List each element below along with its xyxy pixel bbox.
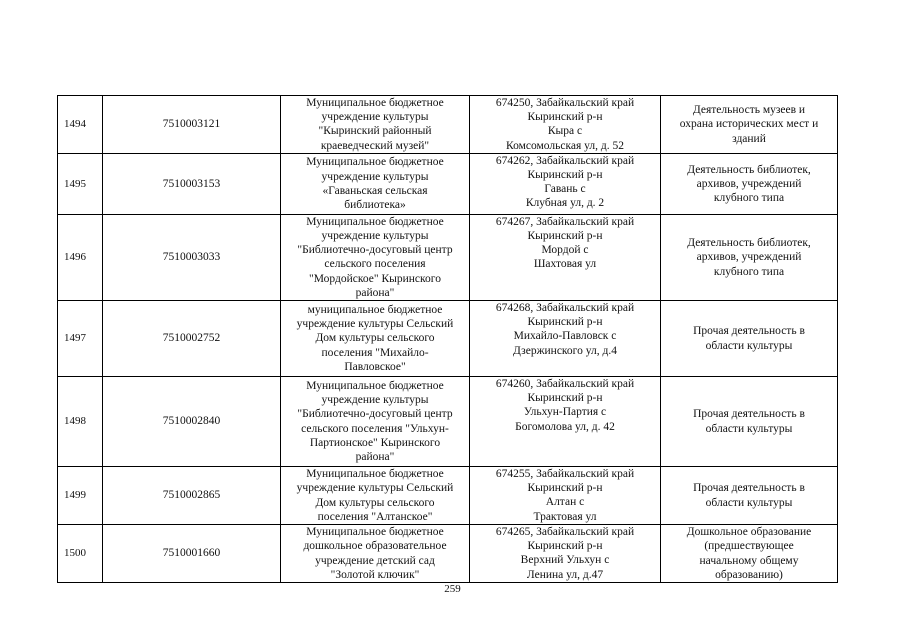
organization-name-cell-line: "Кыринский районный: [318, 125, 432, 138]
activity-cell: [661, 525, 838, 583]
organization-name-cell-line: учреждение культуры Сельский: [296, 318, 454, 331]
activity-cell: [661, 377, 838, 467]
organization-name-cell-line: "Золотой ключик": [330, 568, 420, 581]
address-cell-line: Кыринский р-н: [527, 392, 603, 405]
table-body: [58, 96, 838, 583]
organization-name-cell-line: "Библиотечно-досуговый центр: [297, 244, 453, 257]
organization-name-cell-line: учреждение культуры: [321, 111, 429, 124]
address-cell-line: Кыринский р-н: [527, 169, 603, 182]
row-number-cell: 1500: [58, 525, 103, 583]
table-row: [58, 525, 838, 583]
organization-name-cell: [281, 377, 470, 467]
organization-name-cell-line: дошкольное образовательное: [303, 540, 447, 553]
activity-cell: [661, 214, 838, 300]
address-cell-line: Ленина ул, д.47: [526, 568, 604, 581]
organization-name-cell-line: Муниципальное бюджетное: [306, 156, 444, 169]
organization-name-cell-line: учреждение детский сад: [315, 554, 435, 567]
activity-cell-line: охрана исторических мест и: [679, 118, 819, 131]
activity-cell-line: Прочая деятельность в: [693, 482, 805, 495]
activity-cell-line: Прочая деятельность в: [693, 325, 805, 338]
inn-cell: 7510002865: [103, 467, 281, 525]
organization-name-cell-line: поселения "Алтанское": [317, 510, 433, 523]
row-number-cell: 1497: [58, 301, 103, 377]
organization-name-cell-line: Муниципальное бюджетное: [306, 215, 444, 228]
activity-cell-line: (предшествующее: [704, 540, 794, 553]
activity-cell-line: Прочая деятельность в: [693, 408, 805, 421]
organization-name-cell: [281, 153, 470, 214]
address-cell-line: Михайло-Павловск с: [513, 330, 617, 343]
activity-cell-line: Деятельность музеев и: [692, 104, 806, 117]
table-row: [58, 214, 838, 300]
organization-name-cell-line: Муниципальное бюджетное: [306, 379, 444, 392]
activity-cell: [661, 301, 838, 377]
inn-cell: 7510003033: [103, 214, 281, 300]
activity-cell: [661, 153, 838, 214]
activity-cell-line: клубного типа: [713, 191, 785, 204]
organization-name-cell-line: учреждение культуры Сельский: [296, 482, 454, 495]
address-cell: [470, 153, 661, 214]
activity-cell-line: архивов, учреждений: [696, 251, 802, 264]
organization-name-cell-line: сельского поселения: [324, 258, 426, 271]
activity-cell-line: Дошкольное образование: [686, 526, 812, 539]
address-cell: [470, 96, 661, 154]
activity-cell-line: области культуры: [705, 339, 793, 352]
organization-name-cell-line: района": [355, 286, 395, 299]
organization-name-cell-line: «Гаваньская сельская: [322, 184, 428, 197]
address-cell-line: 674265, Забайкальский край: [495, 526, 635, 539]
address-cell: [470, 214, 661, 300]
address-cell-line: 674250, Забайкальский край: [495, 97, 635, 109]
organization-name-cell-line: муниципальное бюджетное: [307, 304, 443, 317]
address-cell-line: 674268, Забайкальский край: [495, 302, 635, 315]
inn-cell: 7510002752: [103, 301, 281, 377]
inn-cell: 7510003121: [103, 96, 281, 154]
address-cell-line: Алтан с: [545, 496, 585, 509]
organization-name-cell: [281, 301, 470, 377]
address-cell-line: Комсомольская ул, д. 52: [505, 139, 625, 152]
activity-cell: [661, 467, 838, 525]
activity-cell-line: начальному общему: [699, 554, 799, 567]
inn-cell: 7510002840: [103, 377, 281, 467]
organization-name-cell-line: поселения "Михайло-: [321, 346, 429, 359]
activity-cell-line: архивов, учреждений: [696, 177, 802, 190]
address-cell-line: Кыринский р-н: [527, 540, 603, 553]
organization-name-cell-line: сельского поселения "Ульхун-: [301, 422, 449, 435]
organization-name-cell-line: Муниципальное бюджетное: [306, 526, 444, 539]
activity-cell: [661, 96, 838, 154]
address-cell-line: 674267, Забайкальский край: [495, 215, 635, 228]
organization-name-cell-line: краеведческий музей": [320, 139, 430, 152]
table-row: [58, 96, 838, 154]
table-row: [58, 467, 838, 525]
registry-table: [57, 95, 838, 583]
organization-name-cell-line: Муниципальное бюджетное: [306, 97, 444, 109]
address-cell-line: Шахтовая ул: [533, 258, 597, 271]
organization-name-cell-line: Дом культуры сельского: [315, 496, 435, 509]
address-cell-line: Гавань с: [544, 183, 586, 196]
organization-name-cell-line: Дом культуры сельского: [315, 332, 435, 345]
activity-cell-line: области культуры: [705, 422, 793, 435]
address-cell: [470, 525, 661, 583]
table-row: [58, 301, 838, 377]
organization-name-cell-line: учреждение культуры: [321, 394, 429, 407]
address-cell-line: Верхний Ульхун с: [520, 554, 610, 567]
organization-name-cell-line: Партионское" Кыринского: [309, 436, 441, 449]
organization-name-cell-line: Павловское": [344, 360, 406, 373]
activity-cell-line: области культуры: [705, 496, 793, 509]
row-number-cell: 1494: [58, 96, 103, 154]
organization-name-cell: [281, 525, 470, 583]
activity-cell-line: Деятельность библиотек,: [687, 163, 811, 176]
row-number-cell: 1499: [58, 467, 103, 525]
address-cell-line: Кыра с: [547, 125, 583, 138]
organization-name-cell: [281, 214, 470, 300]
row-number-cell: 1498: [58, 377, 103, 467]
address-cell-line: Кыринский р-н: [527, 111, 603, 124]
address-cell-line: Кыринский р-н: [527, 482, 603, 495]
organization-name-cell: [281, 467, 470, 525]
address-cell-line: Мордой с: [541, 244, 589, 257]
address-cell-line: Трактовая ул: [533, 510, 597, 523]
page-number: 259: [444, 583, 461, 595]
address-cell-line: 674255, Забайкальский край: [495, 468, 635, 481]
address-cell-line: Клубная ул, д. 2: [525, 197, 605, 210]
organization-name-cell-line: библиотека»: [344, 199, 406, 212]
address-cell: [470, 377, 661, 467]
address-cell-line: 674262, Забайкальский край: [495, 154, 635, 167]
address-cell-line: Ульхун-Партия с: [523, 406, 607, 419]
activity-cell-line: клубного типа: [713, 265, 785, 278]
address-cell-line: 674260, Забайкальский край: [495, 378, 635, 391]
inn-cell: 7510001660: [103, 525, 281, 583]
activity-cell-line: Деятельность библиотек,: [687, 237, 811, 250]
table-row: [58, 153, 838, 214]
organization-name-cell-line: Муниципальное бюджетное: [306, 468, 444, 481]
row-number-cell: 1496: [58, 214, 103, 300]
activity-cell-line: образованию): [715, 568, 783, 581]
address-cell: [470, 301, 661, 377]
organization-name-cell-line: учреждение культуры: [321, 170, 429, 183]
organization-name-cell: [281, 96, 470, 154]
address-cell-line: Богомолова ул, д. 42: [515, 420, 615, 433]
inn-cell: 7510003153: [103, 153, 281, 214]
row-number-cell: 1495: [58, 153, 103, 214]
table-row: [58, 377, 838, 467]
organization-name-cell-line: "Библиотечно-досуговый центр: [297, 408, 453, 421]
activity-cell-line: зданий: [732, 132, 766, 145]
organization-name-cell-line: района": [355, 450, 395, 463]
organization-name-cell-line: учреждение культуры: [321, 230, 429, 243]
address-cell-line: Кыринский р-н: [527, 230, 603, 243]
address-cell: [470, 467, 661, 525]
organization-name-cell-line: "Мордойское" Кыринского: [309, 272, 441, 285]
address-cell-line: Дзержинского ул, д.4: [513, 344, 617, 357]
address-cell-line: Кыринский р-н: [527, 316, 603, 329]
